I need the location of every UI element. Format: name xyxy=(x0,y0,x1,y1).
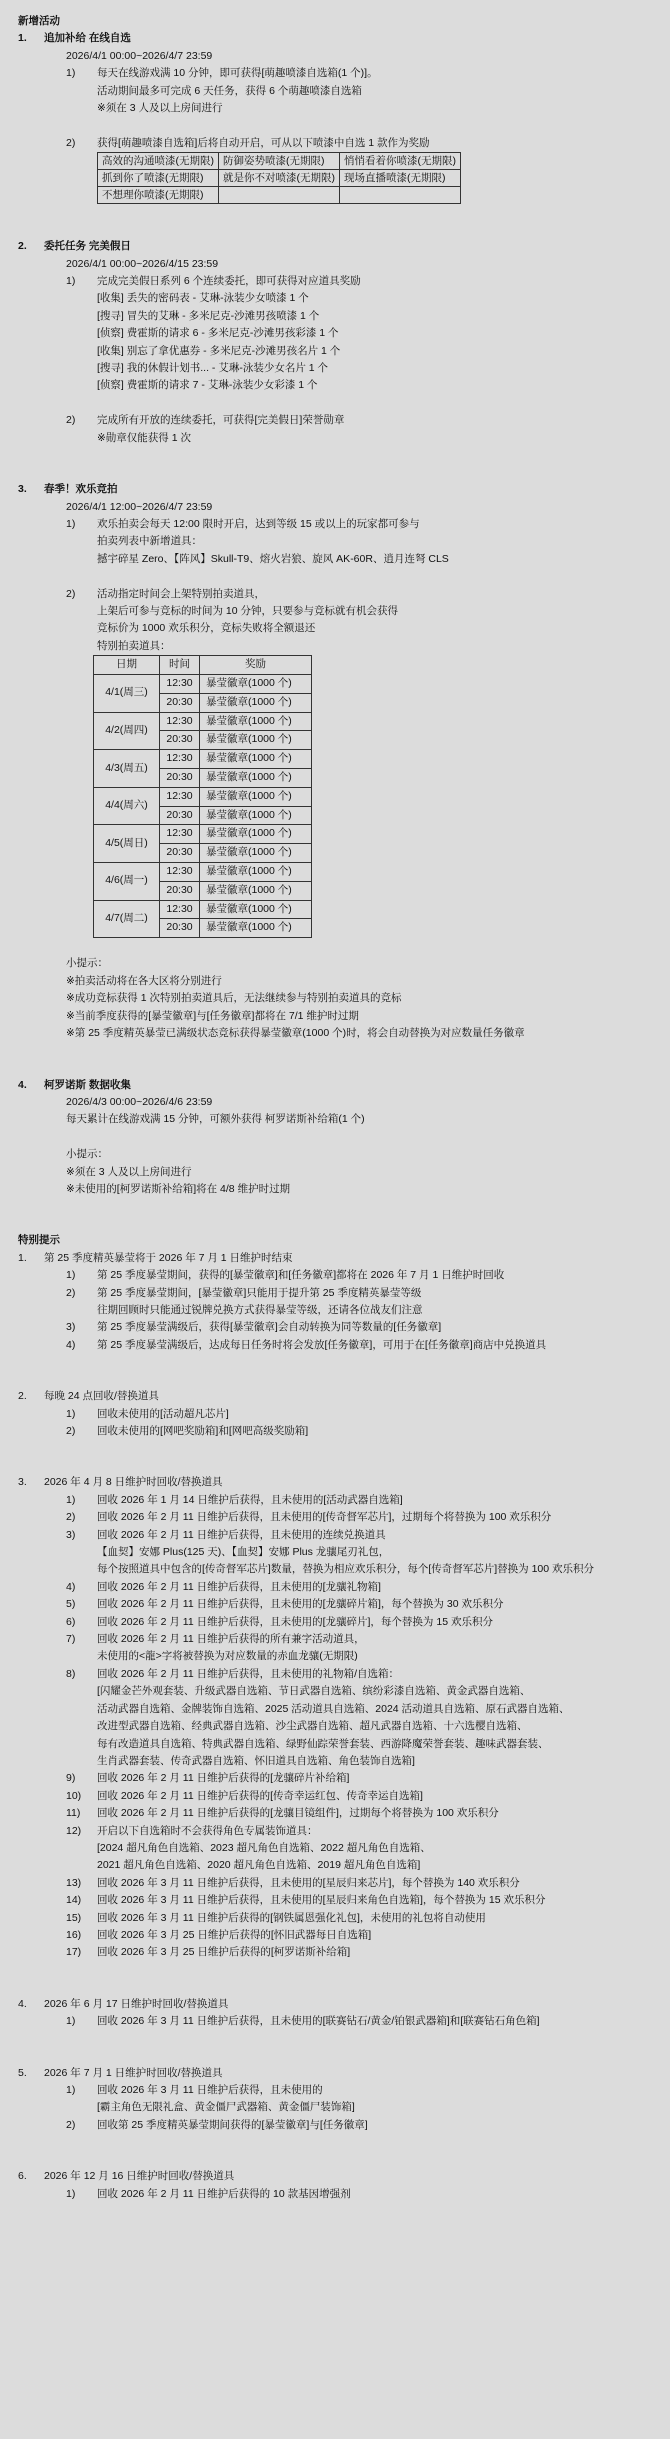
event-date: 2026/4/1 12:00~2026/4/7 23:59 xyxy=(66,500,213,513)
options-row xyxy=(98,170,461,187)
notice-item-text: 回收 2026 年 3 月 11 日维护后获得，且未使用的[星辰归来芯片]，每个替换为 140 欢乐积分 xyxy=(97,1876,520,1889)
sub-item-line: 活动期间最多可完成 6 天任务，获得 6 个萌趣喷漆自选箱 xyxy=(97,84,362,97)
sub-item-text: 完成所有开放的连续委托，可获得[完美假日]荣誉勋章 xyxy=(97,414,345,427)
auction-reward: 暴莹徽章(1000 个) xyxy=(200,768,312,787)
auction-time: 12:30 xyxy=(160,825,200,844)
auction-time: 12:30 xyxy=(160,674,200,693)
auction-time: 12:30 xyxy=(160,787,200,806)
notice-item-line: [闪耀金芒外观套装、升级武器自选箱、节日武器自选箱、缤纷彩漆自选箱、黄金武器自选箱、 xyxy=(97,1685,531,1698)
notice-item xyxy=(18,1509,670,1526)
notice-item xyxy=(18,1527,670,1544)
section-number: 3. xyxy=(18,483,27,496)
notice-block-heading xyxy=(18,2065,670,2082)
notice-item-line: 改进型武器自选箱、经典武器自选箱、沙尘武器自选箱、超凡武器自选箱、十六选樱自选箱、 xyxy=(97,1720,528,1733)
auction-time: 20:30 xyxy=(160,768,200,787)
notice-item-number: 7) xyxy=(66,1633,76,1646)
spacer xyxy=(18,938,670,955)
section-heading xyxy=(18,481,670,498)
section-title: 追加补给 在线自选 xyxy=(44,32,131,45)
option-cell: 悄悄看着你喷漆(无期限) xyxy=(340,153,461,170)
sub-item-text: 活动指定时间会上架特别拍卖道具， xyxy=(97,587,265,600)
auction-time: 20:30 xyxy=(160,844,200,863)
spacer xyxy=(18,1962,670,1996)
notice-item-number: 2) xyxy=(66,1425,76,1437)
notice-item-text: 回收 2026 年 3 月 25 日维护后获得的[怀旧武器每日自选箱] xyxy=(97,1928,372,1941)
notice-item-number: 11) xyxy=(66,1807,81,1820)
notice-item-text: 回收 2026 年 2 月 11 日维护后获得，且未使用的连续兑换道具 xyxy=(97,1528,386,1541)
sub-item xyxy=(18,273,670,290)
block-number: 4. xyxy=(18,1997,27,2010)
notice-item-number: 1) xyxy=(66,2084,76,2096)
notice-item-number: 2) xyxy=(66,1511,76,1524)
notice-item xyxy=(18,1406,670,1423)
auction-reward: 暴莹徽章(1000 个) xyxy=(200,919,312,938)
block-title: 2026 年 6 月 17 日维护时回收/替换道具 xyxy=(44,1997,229,2010)
notice-item xyxy=(18,1337,670,1354)
tip-item: ※当前季度获得的[暴莹徽章]与[任务徽章]都将在 7/1 维护时过期 xyxy=(66,1009,359,1022)
spray-options-table xyxy=(97,152,461,204)
auction-date: 4/2(周四) xyxy=(94,712,160,750)
sub-item-line: 撼宇碎星 Zero、【阵风】Skull-T9、熔火岩狼、旋风 AK-60R、逍月连弩 CLS xyxy=(97,552,449,565)
notice-item xyxy=(18,1770,670,1787)
spacer xyxy=(18,395,670,412)
auction-reward: 暴莹徽章(1000 个) xyxy=(200,806,312,825)
sub-item-text: 完成完美假日系列 6 个连续委托，即可获得对应道具奖励 xyxy=(97,275,361,288)
notice-item-line: 生肖武器套装、传奇武器自选箱、怀旧道具自选箱、角色装饰自选箱] xyxy=(97,1754,415,1767)
notice-item-text: 回收 2026 年 3 月 11 日维护后获得，且未使用的[星辰归来角色自选箱]，每个替换为 15 欢乐积分 xyxy=(97,1894,546,1907)
option-cell: 防御姿势喷漆(无期限) xyxy=(219,153,340,170)
spacer xyxy=(18,204,670,238)
section-heading xyxy=(18,30,670,47)
notice-item-text: 回收 2026 年 2 月 11 日维护后获得，且未使用的[龙骧碎片箱]，每个替换为 30 欢乐积分 xyxy=(97,1598,504,1611)
notice-item-number: 3) xyxy=(66,1528,76,1541)
notice-block-heading xyxy=(18,1996,670,2013)
notice-item xyxy=(18,1805,670,1822)
block-title: 2026 年 7 月 1 日维护时回收/替换道具 xyxy=(44,2066,223,2079)
notice-item-number: 3) xyxy=(66,1321,76,1334)
notice-item-text: 回收未使用的[网吧奖励箱]和[网吧高级奖励箱] xyxy=(97,1425,309,1437)
option-cell: 高效的沟通喷漆(无期限) xyxy=(98,153,219,170)
notice-item xyxy=(18,1285,670,1302)
notice-item-text: 第 25 季度暴莹期间，获得的[暴莹徽章]和[任务徽章]都将在 2026 年 7 月 1 日维护时回收 xyxy=(97,1269,505,1282)
auction-reward: 暴莹徽章(1000 个) xyxy=(200,731,312,750)
section-title: 柯罗诺斯 数据收集 xyxy=(44,1078,131,1091)
auction-header-row xyxy=(94,656,312,675)
notice-item-number: 9) xyxy=(66,1772,76,1785)
auction-header: 日期 xyxy=(94,656,160,675)
notice-item xyxy=(18,1631,670,1648)
auction-time: 20:30 xyxy=(160,806,200,825)
notice-item-number: 1) xyxy=(66,1493,76,1506)
block-title: 第 25 季度精英暴莹将于 2026 年 7 月 1 日维护时结束 xyxy=(44,1251,293,1264)
notice-block-heading xyxy=(18,2168,670,2185)
notice-item-text: 回收 2026 年 2 月 11 日维护后获得的[龙骧碎片补给箱] xyxy=(97,1772,350,1785)
option-cell: 现场直播喷漆(无期限) xyxy=(340,170,461,187)
reward-list-item: [搜寻] 冒失的艾琳 - 多米尼克-沙滩男孩喷漆 1 个 xyxy=(97,309,320,322)
notice-item-number: 2) xyxy=(66,2118,76,2131)
notice-item-text: 回收 2026 年 3 月 11 日维护后获得，且未使用的 xyxy=(97,2084,323,2096)
notice-item-text: 回收第 25 季度精英暴莹期间获得的[暴莹徽章]与[任务徽章] xyxy=(97,2118,368,2131)
tip-item: ※未使用的[柯罗诺斯补给箱]将在 4/8 维护时过期 xyxy=(66,1182,291,1195)
sub-item-number: 1) xyxy=(66,517,76,530)
block-number: 6. xyxy=(18,2170,27,2183)
auction-date: 4/5(周日) xyxy=(94,825,160,863)
notice-block-heading xyxy=(18,1388,670,1405)
block-number: 5. xyxy=(18,2066,27,2079)
notice-item xyxy=(18,1788,670,1805)
option-cell: 就是你不对喷漆(无期限) xyxy=(219,170,340,187)
tips-title: 小提示： xyxy=(66,1148,108,1161)
auction-time: 20:30 xyxy=(160,919,200,938)
section-title: 委托任务 完美假日 xyxy=(44,240,131,253)
notice-item xyxy=(18,2117,670,2134)
notice-item-text: 回收 2026 年 2 月 11 日维护后获得的 10 款基因增强剂 xyxy=(97,2187,351,2200)
notice-item-number: 1) xyxy=(66,1269,76,1282)
auction-time: 12:30 xyxy=(160,862,200,881)
auction-time: 20:30 xyxy=(160,881,200,900)
sub-item-number: 2) xyxy=(66,587,76,600)
notice-item-text: 开启以下自选箱时不会获得角色专属装饰道具： xyxy=(97,1824,318,1837)
option-cell xyxy=(340,187,461,204)
notice-item-number: 15) xyxy=(66,1911,82,1924)
options-row xyxy=(98,153,461,170)
auction-row xyxy=(94,712,312,731)
section-number: 4. xyxy=(18,1078,27,1091)
auction-reward: 暴莹徽章(1000 个) xyxy=(200,693,312,712)
auction-table xyxy=(93,655,312,938)
sub-item-line: 上架后可参与竞标的时间为 10 分钟，只要参与竞标就有机会获得 xyxy=(97,604,399,617)
sub-item-number: 2) xyxy=(66,414,76,427)
auction-header: 时间 xyxy=(160,656,200,675)
event-date: 2026/4/1 00:00~2026/4/15 23:59 xyxy=(66,257,219,270)
notice-item xyxy=(18,2186,670,2203)
notice-item-line: 每有改造道具自选箱、特典武器自选箱、绿野仙踪荣誉套装、西游降魔荣誉套装、趣味武器套装、 xyxy=(97,1737,549,1750)
reward-list-item: [侦察] 费霍斯的请求 6 - 多米尼克-沙滩男孩彩漆 1 个 xyxy=(97,327,339,340)
auction-reward: 暴莹徽章(1000 个) xyxy=(200,825,312,844)
notice-item-text: 第 25 季度暴莹期间，[暴莹徽章]只能用于提升第 25 季度精英暴莹等级 xyxy=(97,1286,422,1299)
notice-item-text: 回收 2026 年 3 月 11 日维护后获得，且未使用的[联赛钻石/黄金/铂银武器箱]和[联赛钻石角色箱] xyxy=(97,2015,540,2028)
notice-item xyxy=(18,1910,670,1927)
notice-item-number: 16) xyxy=(66,1928,82,1941)
notice-item-line: 【血契】安娜 Plus(125 天)、【血契】安娜 Plus 龙骧尾刃礼包， xyxy=(97,1546,390,1559)
notice-item-number: 2) xyxy=(66,1286,76,1299)
notice-item-text: 回收 2026 年 2 月 11 日维护后获得，且未使用的[传奇督军芯片]，过期每个将替换为 100 欢乐积分 xyxy=(97,1511,552,1524)
sub-item xyxy=(18,412,670,429)
notice-item xyxy=(18,1319,670,1336)
notice-item-text: 回收未使用的[活动超凡芯片] xyxy=(97,1407,229,1420)
block-title: 2026 年 4 月 8 日维护时回收/替换道具 xyxy=(44,1476,223,1489)
section-title: 春季！欢乐竞拍 xyxy=(44,483,118,496)
notice-item-text: 回收 2026 年 2 月 11 日维护后获得的[龙骧目镜组件]，过期每个将替换为 100 欢乐积分 xyxy=(97,1807,499,1820)
section-heading xyxy=(18,1077,670,1094)
notice-item-number: 1) xyxy=(66,1407,76,1420)
notice-item-number: 4) xyxy=(66,1580,76,1593)
sub-item xyxy=(18,586,670,603)
reward-list-item: [搜寻] 我的休假计划书... - 艾琳-泳装少女名片 1 个 xyxy=(97,362,329,375)
spacer xyxy=(18,2134,670,2168)
auction-time: 20:30 xyxy=(160,731,200,750)
sub-item-note: ※勋章仅能获得 1 次 xyxy=(97,431,191,444)
notice-item-number: 13) xyxy=(66,1876,82,1889)
notice-item-number: 8) xyxy=(66,1667,76,1680)
spacer xyxy=(18,117,670,134)
event-date: 2026/4/3 00:00~2026/4/6 23:59 xyxy=(66,1095,213,1108)
notice-item-text: 回收 2026 年 2 月 11 日维护后获得的所有兼字活动道具， xyxy=(97,1633,365,1646)
tip-item: ※第 25 季度精英暴莹已满级状态竞标获得暴莹徽章(1000 个)时，将会自动替换为对应数量任务徽章 xyxy=(66,1027,525,1040)
sub-item-line: 特别拍卖道具： xyxy=(97,639,171,652)
notice-item xyxy=(18,1267,670,1284)
option-cell: 不想理你喷漆(无期限) xyxy=(98,187,219,204)
tips-title: 小提示： xyxy=(66,957,108,970)
notice-item xyxy=(18,1666,670,1683)
notice-item-number: 4) xyxy=(66,1338,76,1351)
auction-reward: 暴莹徽章(1000 个) xyxy=(200,787,312,806)
notice-item-number: 14) xyxy=(66,1894,82,1907)
notice-item-line: 未使用的<龍>字将被替换为对应数量的赤血龙骧(无期限) xyxy=(97,1650,358,1663)
notice-item-text: 回收 2026 年 2 月 11 日维护后获得的[传奇幸运红包、传奇幸运自选箱] xyxy=(97,1789,423,1802)
option-cell xyxy=(219,187,340,204)
spacer xyxy=(18,1043,670,1077)
notice-item-number: 10) xyxy=(66,1789,82,1802)
auction-time: 12:30 xyxy=(160,900,200,919)
sub-item-line: ※须在 3 人及以上房间进行 xyxy=(97,102,223,115)
auction-date: 4/3(周五) xyxy=(94,750,160,788)
page-title: 新增活动 xyxy=(18,15,60,27)
spacer xyxy=(18,447,670,481)
notice-item-text: 回收 2026 年 3 月 11 日维护后获得的[钢铁属恩强化礼包]，未使用的礼包将自动使用 xyxy=(97,1911,486,1924)
notice-item-number: 5) xyxy=(66,1598,76,1611)
tip-item: ※成功竞标获得 1 次特别拍卖道具后，无法继续参与特别拍卖道具的竞标 xyxy=(66,992,402,1005)
reward-list-item: [收集] 丢失的密码表 - 艾琳-泳装少女喷漆 1 个 xyxy=(97,292,309,305)
notice-item xyxy=(18,1892,670,1909)
notice-item-text: 回收 2026 年 2 月 11 日维护后获得，且未使用的[龙骧礼物箱] xyxy=(97,1580,381,1593)
spacer xyxy=(18,2031,670,2065)
sub-item-number: 1) xyxy=(66,275,76,288)
auction-reward: 暴莹徽章(1000 个) xyxy=(200,844,312,863)
notice-item-number: 6) xyxy=(66,1615,76,1628)
auction-reward: 暴莹徽章(1000 个) xyxy=(200,674,312,693)
notice-item xyxy=(18,1423,670,1440)
notice-item-number: 12) xyxy=(66,1824,82,1837)
notice-item xyxy=(18,1614,670,1631)
sub-item-text: 获得[萌趣喷漆自选箱]后将自动开启，可从以下喷漆中自选 1 款作为奖励 xyxy=(97,136,430,149)
special-notice-title: 特别提示 xyxy=(18,1234,60,1247)
block-title: 2026 年 12 月 16 日维护时回收/替换道具 xyxy=(44,2170,235,2183)
auction-date: 4/6(周一) xyxy=(94,862,160,900)
notice-item-line: 每个按照道具中包含的[传奇督军芯片]数量，替换为相应欢乐积分，每个[传奇督军芯片]替换为 100 欢乐积分 xyxy=(97,1563,595,1576)
auction-date: 4/4(周六) xyxy=(94,787,160,825)
notice-content xyxy=(18,30,670,2203)
notice-item-text: 第 25 季度暴莹满级后，达成每日任务时将会发放[任务徽章]，可用于在[任务徽章]商店中兑换道具 xyxy=(97,1338,547,1351)
sub-item-line: 竞标价为 1000 欢乐积分，竞标失败将全额退还 xyxy=(97,622,316,635)
sub-item-number: 1) xyxy=(66,67,76,80)
auction-reward: 暴莹徽章(1000 个) xyxy=(200,900,312,919)
event-date: 2026/4/1 00:00~2026/4/7 23:59 xyxy=(66,49,213,62)
auction-reward: 暴莹徽章(1000 个) xyxy=(200,750,312,769)
notice-item xyxy=(18,2013,670,2030)
sub-item xyxy=(18,135,670,152)
reward-list-item: [侦察] 费霍斯的请求 7 - 艾琳-泳装少女彩漆 1 个 xyxy=(97,379,318,392)
option-cell: 抓到你了喷漆(无期限) xyxy=(98,170,219,187)
notice-item-line: 2021 超凡角色自选箱、2020 超凡角色自选箱、2019 超凡角色自选箱] xyxy=(97,1859,421,1872)
spacer xyxy=(18,568,670,585)
section-heading xyxy=(18,238,670,255)
auction-header: 奖励 xyxy=(200,656,312,675)
block-number: 2. xyxy=(18,1390,27,1403)
notice-item-line: [霸主角色无限礼盒、黄金僵尸武器箱、黄金僵尸装饰箱] xyxy=(97,2101,355,2114)
notice-item-line: [2024 超凡角色自选箱、2023 超凡角色自选箱、2022 超凡角色自选箱、 xyxy=(97,1841,431,1854)
spacer xyxy=(18,1440,670,1474)
sub-item-number: 2) xyxy=(66,136,76,149)
auction-reward: 暴莹徽章(1000 个) xyxy=(200,862,312,881)
notice-item xyxy=(18,1927,670,1944)
auction-row xyxy=(94,900,312,919)
auction-date: 4/1(周三) xyxy=(94,674,160,712)
auction-time: 12:30 xyxy=(160,712,200,731)
event-description: 每天累计在线游戏满 15 分钟，可额外获得 柯罗诺斯补给箱(1 个) xyxy=(66,1113,365,1126)
notice-item-line: 活动武器自选箱、金牌装饰自选箱、2025 活动道具自选箱、2024 活动道具自选箱、原石武器自选箱、 xyxy=(97,1702,570,1715)
block-title: 每晚 24 点回收/替换道具 xyxy=(44,1390,159,1403)
auction-time: 20:30 xyxy=(160,693,200,712)
auction-row xyxy=(94,750,312,769)
notice-item xyxy=(18,1579,670,1596)
sub-item xyxy=(18,516,670,533)
notice-item-number: 1) xyxy=(66,2187,76,2200)
auction-row xyxy=(94,787,312,806)
auction-row xyxy=(94,674,312,693)
auction-row xyxy=(94,862,312,881)
block-number: 1. xyxy=(18,1251,27,1264)
sub-item-text: 每天在线游戏满 10 分钟，即可获得[萌趣喷漆自选箱(1 个)]。 xyxy=(97,67,378,80)
sub-item-line: 拍卖列表中新增道具： xyxy=(97,535,202,548)
spacer xyxy=(18,1354,670,1388)
notice-item xyxy=(18,1944,670,1961)
notice-item-text: 回收 2026 年 2 月 11 日维护后获得，且未使用的礼物箱/自选箱： xyxy=(97,1667,400,1680)
notice-item xyxy=(18,1875,670,1892)
notice-item xyxy=(18,1596,670,1613)
notice-item-text: 回收 2026 年 2 月 11 日维护后获得，且未使用的[龙骧碎片]，每个替换为 15 欢乐积分 xyxy=(97,1615,493,1628)
spacer xyxy=(18,1129,670,1146)
notice-block-heading xyxy=(18,1474,670,1491)
notice-item-text: 第 25 季度暴莹满级后，获得[暴莹徽章]会自动转换为同等数量的[任务徽章] xyxy=(97,1321,442,1334)
block-number: 3. xyxy=(18,1476,27,1489)
notice-item-number: 1) xyxy=(66,2015,76,2028)
auction-time: 12:30 xyxy=(160,750,200,769)
notice-item-number: 17) xyxy=(66,1946,82,1959)
notice-block-heading xyxy=(18,1250,670,1267)
reward-list-item: [收集] 别忘了拿优惠券 - 多米尼克-沙滩男孩名片 1 个 xyxy=(97,344,341,357)
auction-reward: 暴莹徽章(1000 个) xyxy=(200,712,312,731)
tip-item: ※拍卖活动将在各大区将分别进行 xyxy=(66,974,222,987)
notice-item-line: 往期回顾时只能通过锐牌兑换方式获得暴莹等级，还请各位战友们注意 xyxy=(97,1303,423,1316)
sub-item-text: 欢乐拍卖会每天 12:00 限时开启，达到等级 15 或以上的玩家都可参与 xyxy=(97,517,420,530)
auction-reward: 暴莹徽章(1000 个) xyxy=(200,881,312,900)
sub-item xyxy=(18,65,670,82)
spacer xyxy=(18,1198,670,1232)
auction-date: 4/7(周二) xyxy=(94,900,160,938)
section-number: 1. xyxy=(18,32,27,45)
notice-item xyxy=(18,2082,670,2099)
auction-row xyxy=(94,825,312,844)
notice-item-text: 回收 2026 年 3 月 25 日维护后获得的[柯罗诺斯补给箱] xyxy=(97,1946,351,1959)
section-number: 2. xyxy=(18,240,27,253)
tip-item: ※须在 3 人及以上房间进行 xyxy=(66,1165,192,1178)
options-row xyxy=(98,187,461,204)
notice-item xyxy=(18,1823,670,1840)
notice-item xyxy=(18,1492,670,1509)
notice-item-text: 回收 2026 年 1 月 14 日维护后获得，且未使用的[活动武器自选箱] xyxy=(97,1493,403,1506)
